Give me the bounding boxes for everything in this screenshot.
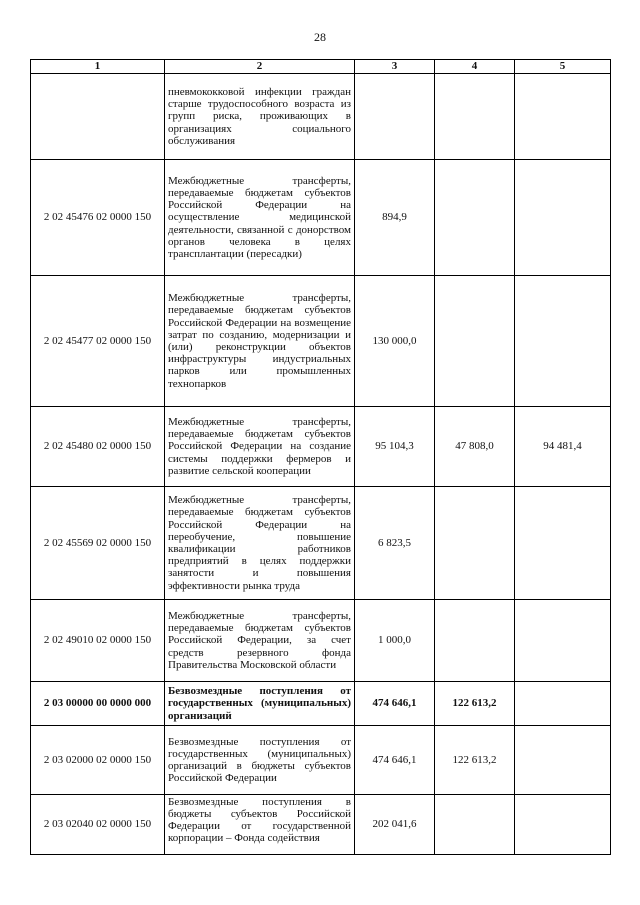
row-col4 xyxy=(435,276,515,407)
row-col4 xyxy=(435,600,515,682)
row-description: Межбюджетные трансферты, передаваемые бюджетам субъектов Российской Федерации на осуществление медицинской деятельности, связанной с донорством органов человека в целях трансплантации (пересадки) xyxy=(165,160,355,276)
row-description: Безвозмездные поступления в бюджеты субъектов Российской Федерации от государственной корпорации – Фонда содействия xyxy=(165,795,355,855)
table-row xyxy=(31,600,611,682)
header-col-1: 1 xyxy=(31,60,165,74)
table-row xyxy=(31,726,611,795)
row-col3: 202 041,6 xyxy=(355,795,435,855)
row-code xyxy=(31,74,165,160)
row-col5 xyxy=(515,74,611,160)
row-col3: 474 646,1 xyxy=(355,682,435,726)
row-col4 xyxy=(435,74,515,160)
row-col5 xyxy=(515,795,611,855)
row-code: 2 02 45480 02 0000 150 xyxy=(31,407,165,487)
row-col4: 122 613,2 xyxy=(435,726,515,795)
row-description: Безвозмездные поступления от государственных (муниципальных) организаций в бюджеты субъектов Российской Федерации xyxy=(165,726,355,795)
row-code: 2 02 45569 02 0000 150 xyxy=(31,487,165,600)
row-code: 2 02 49010 02 0000 150 xyxy=(31,600,165,682)
row-col3: 6 823,5 xyxy=(355,487,435,600)
header-col-4: 4 xyxy=(435,60,515,74)
row-col5 xyxy=(515,160,611,276)
row-code: 2 03 00000 00 0000 000 xyxy=(31,682,165,726)
row-col3: 95 104,3 xyxy=(355,407,435,487)
table-row xyxy=(31,795,611,855)
row-col3: 130 000,0 xyxy=(355,276,435,407)
row-col5 xyxy=(515,726,611,795)
row-col4: 47 808,0 xyxy=(435,407,515,487)
row-description: Межбюджетные трансферты, передаваемые бюджетам субъектов Российской Федерации на переобучение, повышение квалификации работников предприятий в целях поддержки занятости и повышения эффективности рынка труда xyxy=(165,487,355,600)
row-description: Межбюджетные трансферты, передаваемые бюджетам субъектов Российской Федерации, за счет средств резервного фонда Правительства Московской области xyxy=(165,600,355,682)
header-col-2: 2 xyxy=(165,60,355,74)
row-col3 xyxy=(355,74,435,160)
header-col-3: 3 xyxy=(355,60,435,74)
row-col4 xyxy=(435,160,515,276)
table-row xyxy=(31,276,611,407)
budget-table xyxy=(30,59,611,855)
table-row xyxy=(31,160,611,276)
row-description: пневмококковой инфекции граждан старше трудоспособного возраста из групп риска, проживающих в организациях социального обслуживания xyxy=(165,74,355,160)
row-col5 xyxy=(515,487,611,600)
table-row-total xyxy=(31,682,611,726)
row-col5: 94 481,4 xyxy=(515,407,611,487)
row-col4 xyxy=(435,487,515,600)
row-description: Безвозмездные поступления от государственных (муниципальных) организаций xyxy=(165,682,355,726)
row-code: 2 02 45477 02 0000 150 xyxy=(31,276,165,407)
row-col3: 474 646,1 xyxy=(355,726,435,795)
table-row-continued xyxy=(31,74,611,160)
page-number: 28 xyxy=(314,30,326,44)
row-code: 2 03 02040 02 0000 150 xyxy=(31,795,165,855)
table-row xyxy=(31,407,611,487)
row-col4: 122 613,2 xyxy=(435,682,515,726)
row-col3: 1 000,0 xyxy=(355,600,435,682)
row-col5 xyxy=(515,276,611,407)
row-code: 2 02 45476 02 0000 150 xyxy=(31,160,165,276)
row-col5 xyxy=(515,600,611,682)
row-code: 2 03 02000 02 0000 150 xyxy=(31,726,165,795)
table-row xyxy=(31,487,611,600)
row-description: Межбюджетные трансферты, передаваемые бюджетам субъектов Российской Федерации на создание системы поддержки фермеров и развитие сельской кооперации xyxy=(165,407,355,487)
row-col5 xyxy=(515,682,611,726)
row-col4 xyxy=(435,795,515,855)
header-col-5: 5 xyxy=(515,60,611,74)
header-row xyxy=(31,60,611,74)
row-col3: 894,9 xyxy=(355,160,435,276)
row-description: Межбюджетные трансферты, передаваемые бюджетам субъектов Российской Федерации на возмещение затрат по созданию, модернизации и (или) реконструкции объектов инфраструктуры индустриальных парков или промышленных технопарков xyxy=(165,276,355,407)
